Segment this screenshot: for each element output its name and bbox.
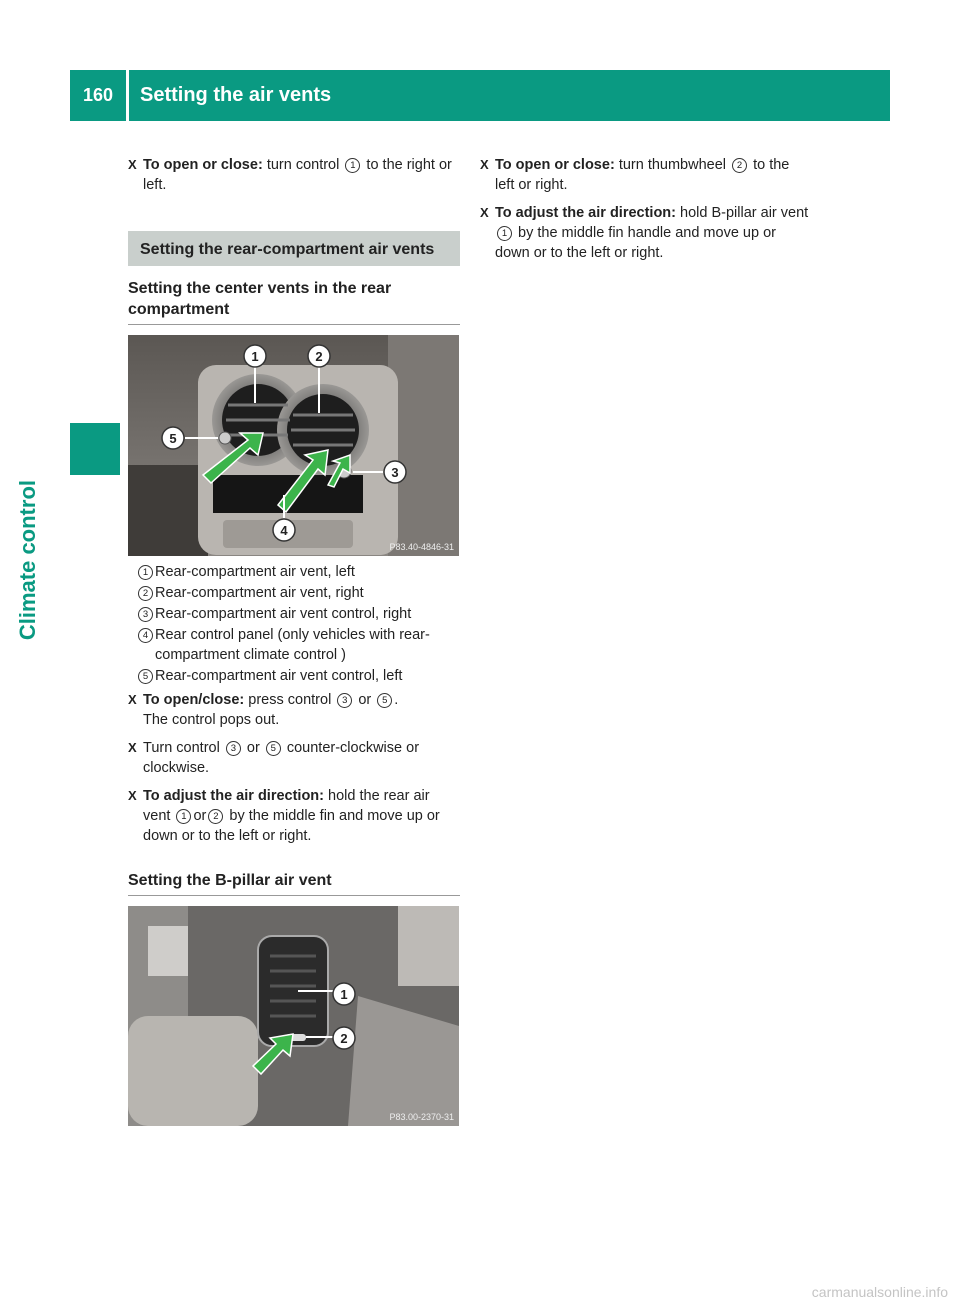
- chapter-label-text: Climate control: [14, 480, 40, 641]
- figure2-callout-2: 2: [340, 1031, 348, 1046]
- callout-number-icon: 2: [138, 586, 153, 601]
- figure1-callout-5: 5: [169, 431, 177, 446]
- page-number: 160: [82, 85, 114, 105]
- callout-number-icon: 3: [337, 693, 352, 708]
- step-text: to the right or left.: [143, 157, 452, 193]
- header-divider: [126, 70, 129, 121]
- callout-number-icon: 5: [266, 741, 281, 756]
- step-text: hold the rear air vent: [143, 788, 430, 824]
- figure1-callout-3: 3: [391, 465, 399, 480]
- step-label: To open/close:: [143, 692, 245, 708]
- chapter-tab-marker: [70, 423, 120, 475]
- watermark: carmanualsonline.info: [811, 1284, 948, 1300]
- page-title: Setting the air vents: [140, 84, 332, 106]
- callout-number-icon: 1: [176, 809, 191, 824]
- legend-item: [128, 604, 460, 624]
- step-open-close-rear: [128, 690, 460, 730]
- step-text: or: [193, 808, 207, 824]
- legend-item: [128, 562, 460, 582]
- subheading-b-pillar: Setting the B-pillar air vent: [128, 870, 460, 896]
- step-text: hold B-pillar air vent: [680, 205, 809, 221]
- step-label: To adjust the air direction:: [143, 788, 324, 804]
- callout-number-icon: 4: [138, 628, 153, 643]
- subheading-center-vents: Setting the center vents in the rear compartment: [128, 278, 460, 325]
- step-text: or: [246, 740, 260, 756]
- figure1-callout-1: 1: [251, 349, 259, 364]
- callout-number-icon: 2: [208, 809, 223, 824]
- step-label: To adjust the air direction:: [495, 205, 676, 221]
- step-result-text: The control pops out.: [143, 712, 280, 728]
- figure1-legend: [128, 562, 460, 686]
- figure1-callout-2: 2: [315, 349, 323, 364]
- legend-text: Rear-compartment air vent control, left: [155, 668, 403, 684]
- callout-number-icon: 1: [138, 565, 153, 580]
- step-text: or: [358, 692, 372, 708]
- step-arrow-icon: X: [480, 205, 489, 220]
- step-text: by the middle fin and move up or down or to the left or right.: [143, 808, 440, 844]
- callout-number-icon: 5: [377, 693, 392, 708]
- step-arrow-icon: X: [128, 157, 137, 172]
- step-turn-control: [128, 738, 460, 778]
- step-text: turn thumbwheel: [618, 157, 727, 173]
- figure2-callout-1: 1: [340, 987, 348, 1002]
- legend-text: Rear-compartment air vent, right: [155, 585, 364, 601]
- step-arrow-icon: X: [480, 157, 489, 172]
- legend-text: Rear control panel (only vehicles with rear-compartment climate control ): [155, 627, 430, 663]
- figure1-callout-4: 4: [280, 523, 288, 538]
- callout-number-icon: 5: [138, 669, 153, 684]
- legend-text: Rear-compartment air vent control, right: [155, 606, 412, 622]
- step-text: .: [394, 692, 399, 708]
- step-arrow-icon: X: [128, 740, 137, 755]
- step-label: To open or close:: [495, 157, 615, 173]
- callout-number-icon: 1: [345, 158, 360, 173]
- right-column: [480, 155, 812, 271]
- legend-text: Rear-compartment air vent, left: [155, 564, 355, 580]
- step-adjust-direction-rear: [128, 786, 460, 846]
- step-thumbwheel: [480, 155, 812, 195]
- step-text: by the middle fin handle and move up or down or to the left or right.: [495, 225, 776, 261]
- figure1-code: P83.40-4846-31: [389, 542, 454, 552]
- page-header: [70, 70, 890, 121]
- legend-item: [128, 666, 460, 686]
- step-open-close-front: [128, 155, 460, 195]
- step-text: to the left or right.: [495, 157, 790, 193]
- chapter-side-label: [14, 480, 120, 660]
- left-column: [128, 155, 460, 1126]
- figure2-code: P83.00-2370-31: [389, 1112, 454, 1122]
- step-text: Turn control: [143, 740, 220, 756]
- figure-b-pillar-vent: [128, 906, 459, 1126]
- callout-number-icon: 1: [497, 226, 512, 241]
- legend-item: [128, 625, 460, 665]
- step-adjust-direction-b-pillar: [480, 203, 812, 263]
- rear-vents-illustration: [128, 335, 459, 556]
- step-arrow-icon: X: [128, 788, 137, 803]
- step-arrow-icon: X: [128, 692, 137, 707]
- figure-rear-center-vents: [128, 335, 459, 556]
- legend-item: [128, 583, 460, 603]
- callout-number-icon: 3: [226, 741, 241, 756]
- section-heading: Setting the rear-compartment air vents: [128, 231, 460, 266]
- step-text: counter-clockwise or clockwise.: [143, 740, 420, 776]
- step-text: press control: [248, 692, 332, 708]
- step-label: To open or close:: [143, 157, 263, 173]
- callout-number-icon: 2: [732, 158, 747, 173]
- b-pillar-illustration: [128, 906, 459, 1126]
- step-text: turn control: [266, 157, 340, 173]
- callout-number-icon: 3: [138, 607, 153, 622]
